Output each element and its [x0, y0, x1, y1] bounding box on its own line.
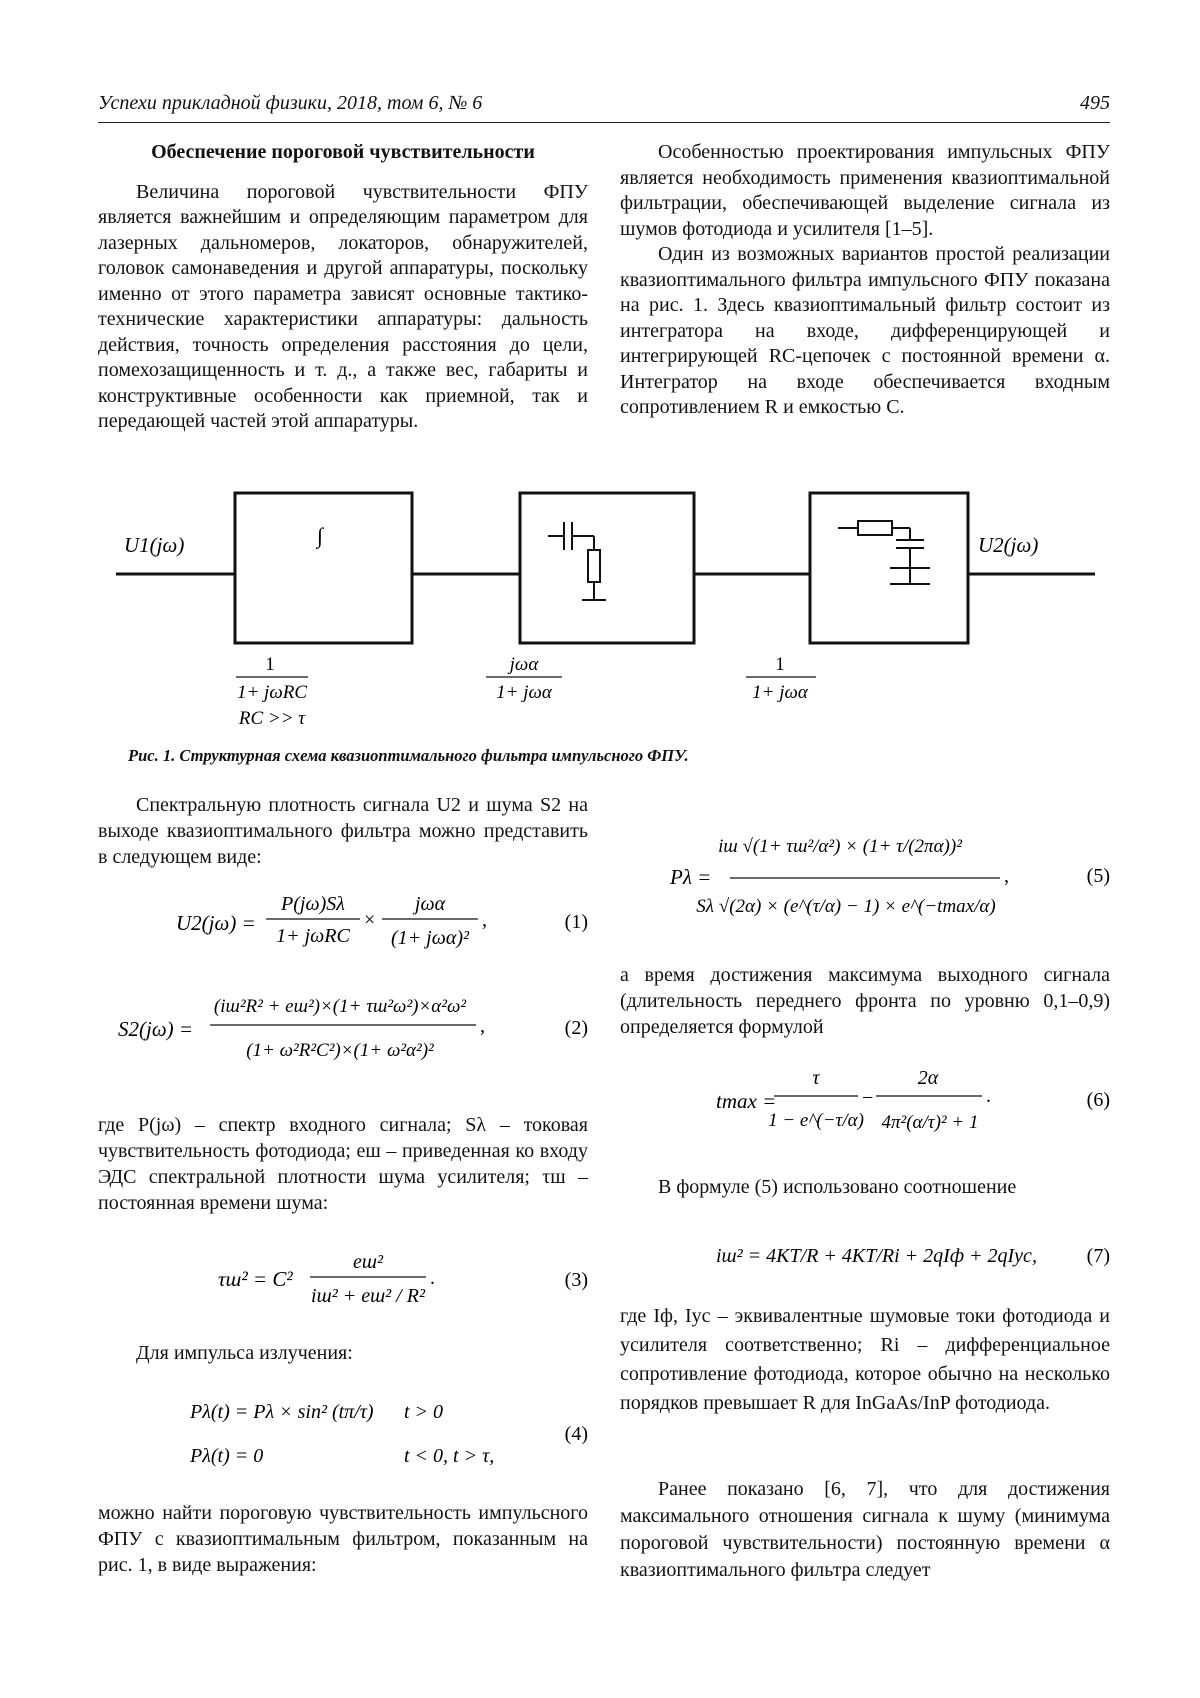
section-heading: Обеспечение пороговой чувствительности	[151, 141, 535, 163]
where-definitions	[98, 1112, 588, 1216]
eq5-numerator: iш √(1+ τш²/α²) × (1+ τ/(2πα))²	[718, 836, 962, 857]
tf3-denominator: 1+ jωα	[752, 682, 808, 703]
eq4-cond2: t < 0, t > τ,	[404, 1445, 495, 1467]
equation-5	[620, 800, 1110, 960]
threshold-intro	[98, 1500, 588, 1578]
paragraph-threshold-expression: можно найти пороговую чувствительность импульсного ФПУ с квазиоптимальным фильтром, показанным на рис. 1, в виде выражения:	[98, 1502, 588, 1576]
eq7-body: iш² = 4KT/R + 4KT/Ri + 2qIф + 2qIус,	[716, 1245, 1037, 1267]
eq3-lhs: τш² = C²	[218, 1267, 293, 1291]
eq5-lhs: Pλ =	[670, 865, 712, 889]
differentiator-circuit-icon	[548, 522, 606, 600]
eq6-term2-den: 4π²(α/τ)² + 1	[881, 1112, 979, 1133]
tf3-numerator: 1	[775, 654, 785, 675]
page-number: 495	[1080, 92, 1110, 114]
earlier-shown	[620, 1476, 1110, 1584]
tf1-denominator: 1+ jωRC	[236, 682, 308, 703]
eq3-numerator: eш²	[353, 1251, 383, 1273]
eq4-number: (4)	[564, 1423, 588, 1445]
running-header	[98, 90, 1110, 123]
differentiator-block	[520, 493, 694, 643]
eq1-comma: ,	[482, 909, 487, 931]
eq1-frac2-num: jωα	[414, 893, 446, 915]
pulse-intro	[98, 1340, 588, 1366]
paragraph-rise-time: а время достижения максимума выходного сигнала (длительность переднего фронта по уровню 0,1–0,9) определяется формулой	[620, 964, 1110, 1038]
eq2-number: (2)	[564, 1017, 588, 1039]
paragraph-where: где P(jω) – спектр входного сигнала; Sλ – токовая чувствительность фотодиода; eш – приведенная ко входу ЭДС спектральной плотности шума усилителя; τш – постоянная времени шума:	[98, 1114, 588, 1214]
eq1-times: ×	[364, 909, 376, 931]
eq6-term1-den: 1 − e^(−τ/α)	[768, 1110, 864, 1131]
eq5-comma: ,	[1004, 865, 1009, 887]
equation-6	[620, 1050, 1110, 1150]
eq4-line1: Pλ(t) = Pλ × sin² (tπ/τ)	[190, 1401, 374, 1423]
left-column-top	[98, 140, 588, 435]
integrating-rc-block	[810, 493, 968, 643]
paragraph-pulse: Для импульса излучения:	[136, 1342, 353, 1364]
integral-symbol: ∫	[317, 523, 324, 548]
intro-spectral	[98, 792, 588, 870]
eq3-number: (3)	[564, 1269, 588, 1291]
paragraph-threshold-intro: Величина пороговой чувствительности ФПУ является важнейшим и определяющим параметром для лазерных дальномеров, локаторов, обнаружителей, головок самонаведения и другой аппаратуры, поскольку именно от этого параметра зависят основные тактико-технические характеристики аппаратуры: дальность действия, точность определения расстояния до цели, помехозащищенность и т. д., а также вес, габариты и конструктивные особенности как приемной, так и передающей частей этой аппаратуры.	[98, 180, 588, 432]
eq1-frac1-num: P(jω)Sλ	[281, 893, 345, 915]
tf1-condition: RC >> τ	[238, 708, 306, 729]
eq1-lhs: U2(jω) =	[176, 911, 256, 935]
integrator-block	[235, 493, 412, 643]
output-signal-label: U2(jω)	[978, 533, 1039, 557]
eq1-number: (1)	[564, 911, 588, 933]
eq1-frac1-den: 1+ jωRC	[276, 925, 350, 947]
eq2-lhs: S2(jω) =	[118, 1017, 194, 1041]
paragraph-filter-variant: Один из возможных вариантов простой реализации квазиоптимального фильтра импульсного ФПУ показана на рис. 1. Здесь квазиоптимальный фильтр состоит из интегратора на входе, дифференцирующей и интегрирующей RC-цепочек с постоянной времени α. Интегратор на входе обеспечивается входным сопротивлением R и емкостью C.	[620, 243, 1110, 418]
equation-7	[620, 1220, 1110, 1290]
filter-block-diagram	[110, 488, 1110, 730]
journal-title: Успехи прикладной физики, 2018, том 6, № 6	[98, 92, 483, 114]
right-column-top	[620, 140, 1110, 421]
input-signal-label: U1(jω)	[124, 533, 185, 557]
eq2-numerator: (iш²R² + eш²)×(1+ τш²ω²)×α²ω²	[213, 996, 467, 1017]
eq7-number: (7)	[1086, 1245, 1110, 1267]
figure-caption: Рис. 1. Структурная схема квазиоптимального фильтра импульсного ФПУ.	[128, 746, 689, 765]
relation-intro	[620, 1174, 1110, 1200]
equation-1	[98, 882, 588, 962]
eq1-frac2-den: (1+ jωα)²	[391, 927, 469, 949]
rise-time-intro	[620, 962, 1110, 1040]
equation-4	[98, 1390, 588, 1480]
tf1-numerator: 1	[265, 654, 275, 675]
eq6-number: (6)	[1086, 1089, 1110, 1111]
paragraph-spectral-density: Спектральную плотность сигнала U2 и шума S2 на выходе квазиоптимального фильтра можно представить в следующем виде:	[98, 794, 588, 868]
eq2-denominator: (1+ ω²R²C²)×(1+ ω²α²)²	[246, 1040, 434, 1061]
equation-3	[98, 1240, 588, 1320]
paragraph-design-feature: Особенностью проектирования импульсных ФПУ является необходимость применения квазиоптимальной фильтрации, обеспечивающей выделение сигнала из шумов фотодиода и усилителя [1–5].	[620, 141, 1110, 240]
tf2-numerator: jωα	[509, 654, 539, 675]
eq6-term1-num: τ	[812, 1067, 820, 1089]
tf2-denominator: 1+ jωα	[496, 682, 552, 703]
eq6-period: .	[986, 1085, 991, 1107]
eq6-lhs: tmax =	[716, 1089, 777, 1113]
eq2-comma: ,	[480, 1015, 485, 1037]
paragraph-earlier-shown: Ранее показано [6, 7], что для достижения максимального отношения сигнала к шуму (минимума пороговой чувствительности) постоянную времени α квазиоптимального фильтра следует	[620, 1478, 1110, 1581]
eq3-period: .	[430, 1267, 435, 1289]
paragraph-relation: В формуле (5) использовано соотношение	[658, 1176, 1017, 1198]
eq4-line2: Pλ(t) = 0	[190, 1445, 264, 1467]
eq6-term2-num: 2α	[917, 1067, 939, 1089]
equation-2	[98, 980, 588, 1080]
integrating-circuit-icon	[838, 521, 930, 584]
eq4-cond1: t > 0	[404, 1401, 444, 1423]
eq3-denominator: iш² + eш² / R²	[311, 1285, 425, 1307]
eq6-minus: −	[862, 1087, 874, 1109]
eq5-denominator: Sλ √(2α) × (e^(τ/α) − 1) × e^(−tmax/α)	[696, 896, 996, 917]
noise-currents	[620, 1302, 1110, 1418]
paragraph-noise-currents: где Iф, Iус – эквивалентные шумовые токи фотодиода и усилителя соответственно; Ri – дифференциальное сопротивление фотодиода, которое обычно на несколько порядков превышает R для InGaAs/InP фотодиода.	[620, 1305, 1110, 1414]
eq5-number: (5)	[1086, 865, 1110, 887]
